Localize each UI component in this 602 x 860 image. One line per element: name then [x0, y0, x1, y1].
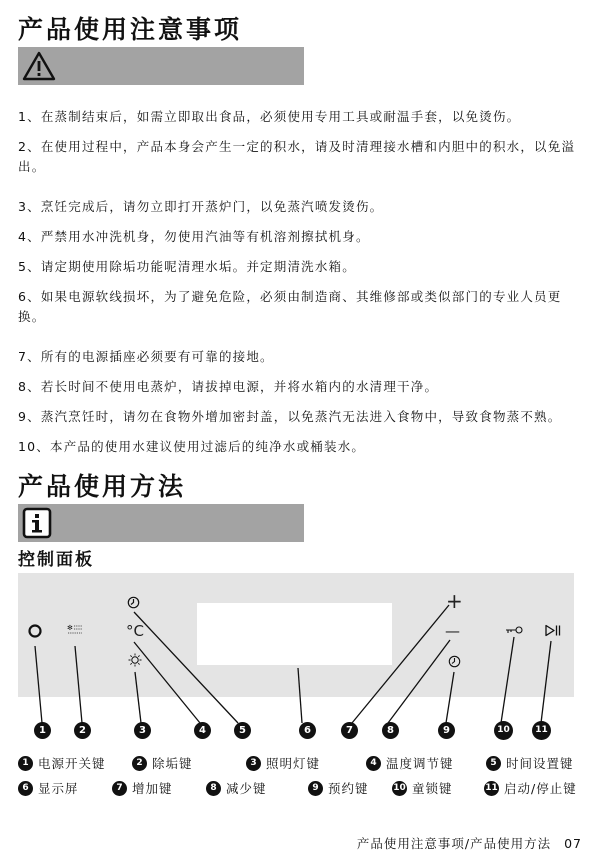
- legend-item: [18, 754, 106, 772]
- legend-item: [18, 779, 79, 797]
- legend-label: 时间设置键: [506, 756, 574, 771]
- precaution-item-5: 5、请定期使用除垢功能呢清理水垢。并定期清洗水箱。: [18, 259, 356, 274]
- legend-item: [366, 754, 454, 772]
- page-footer: [357, 834, 582, 852]
- legend-number: 6: [18, 781, 33, 796]
- legend-number: 1: [18, 756, 33, 771]
- callout-number: 9: [438, 722, 455, 739]
- precaution-item-1: 1、在蒸制结束后，如需立即取出食品，必须使用专用工具或耐温手套，以免烫伤。: [18, 109, 521, 124]
- legend-item: [392, 779, 453, 797]
- legend-item: [308, 779, 369, 797]
- callout-number: 10: [494, 721, 513, 740]
- legend-label: 温度调节键: [386, 756, 454, 771]
- callout-number: 4: [194, 722, 211, 739]
- legend-label: 减少键: [226, 781, 267, 796]
- legend-label: 增加键: [132, 781, 173, 796]
- usage-title: 产品使用方法: [18, 472, 187, 501]
- callout-number: 5: [234, 722, 251, 739]
- plus-key-label[interactable]: +: [446, 589, 463, 613]
- legend-item: [112, 779, 173, 797]
- legend-label: 除垢键: [152, 756, 193, 771]
- legend-label: 电源开关键: [38, 756, 106, 771]
- precautions-title: 产品使用注意事项: [18, 15, 243, 44]
- precaution-item-7: 7、所有的电源插座必须要有可靠的接地。: [18, 349, 274, 364]
- legend-number: 5: [486, 756, 501, 771]
- legend-number: 10: [392, 781, 407, 796]
- legend-number: 9: [308, 781, 323, 796]
- callout-number: 7: [341, 722, 358, 739]
- svg-text:✻: ✻: [67, 624, 73, 632]
- legend-number: 3: [246, 756, 261, 771]
- legend-number: 4: [366, 756, 381, 771]
- page-number: 07: [564, 836, 582, 851]
- legend-label: 启动/停止键: [504, 781, 577, 796]
- precaution-item-6: 6、如果电源软线损坏，为了避免危险，必须由制造商、其维修部或类似部门的专业人员更换。: [18, 289, 562, 324]
- legend-item: [484, 779, 577, 797]
- precaution-item-8: 8、若长时间不使用电蒸炉，请拔掉电源，并将水箱内的水清理干净。: [18, 379, 439, 394]
- precaution-item-9: 9、蒸汽烹饪时，请勿在食物外增加密封盖，以免蒸汽无法进入食物中，导致食物蒸不熟。: [18, 409, 562, 424]
- callout-number: 6: [299, 722, 316, 739]
- legend-label: 照明灯键: [266, 756, 321, 771]
- legend-item: [206, 779, 267, 797]
- legend-number: 11: [484, 781, 499, 796]
- control-panel-subtitle: 控制面板: [18, 550, 94, 570]
- legend-number: 8: [206, 781, 221, 796]
- legend-label: 童锁键: [412, 781, 453, 796]
- callout-number: 3: [134, 722, 151, 739]
- legend-item: [132, 754, 193, 772]
- legend-number: 2: [132, 756, 147, 771]
- callout-number: 11: [532, 721, 551, 740]
- callout-number: 1: [34, 722, 51, 739]
- legend-label: 显示屏: [38, 781, 79, 796]
- callout-number: 2: [74, 722, 91, 739]
- precaution-item-10: 10、本产品的使用水建议使用过滤后的纯净水或桶装水。: [18, 439, 366, 454]
- legend-item: [246, 754, 320, 772]
- legend-item: [486, 754, 574, 772]
- callout-number: 8: [382, 722, 399, 739]
- footer-text: 产品使用注意事项/产品使用方法: [356, 836, 552, 851]
- precaution-item-3: 3、烹饪完成后，请勿立即打开蒸炉门，以免蒸汽喷发烫伤。: [18, 199, 384, 214]
- legend-label: 预约键: [328, 781, 369, 796]
- minus-key-label[interactable]: —: [445, 622, 460, 640]
- precaution-item-4: 4、严禁用水冲洗机身，勿使用汽油等有机溶剂擦拭机身。: [18, 229, 370, 244]
- temperature-key-label[interactable]: °C: [126, 622, 144, 640]
- legend-number: 7: [112, 781, 127, 796]
- precaution-item-2: 2、在使用过程中，产品本身会产生一定的积水，请及时清理接水槽和内胆中的积水，以免溢出。: [18, 139, 576, 174]
